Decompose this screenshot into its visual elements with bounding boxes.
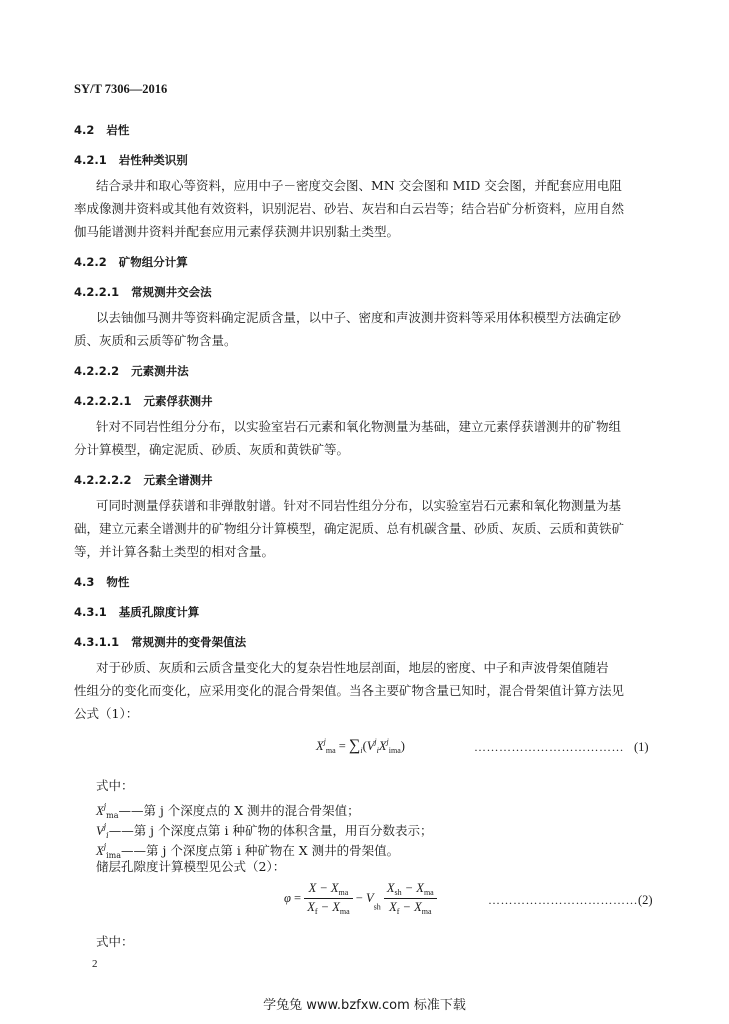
standard-id: SY/T 7306—2016 — [74, 82, 168, 96]
formula-1-leader: ……………………………… — [474, 740, 624, 754]
formula-2-fraction-2: $\frac{X_{sh} - X_{ma}}{X_f - X_{ma}}$ — [384, 881, 437, 916]
footer-watermark: 学兔兔 www.bzfxw.com 标准下载 — [263, 998, 466, 1013]
paragraph-4-2-2-2-2-line-3: 等，并计算各黏土类型的相对含量。 — [74, 544, 275, 559]
heading-4-2: 4.2 岩性 — [74, 123, 130, 137]
formula-2: φ = $\frac{X - X_{ma}}{X_f - X_{ma}}$ − $V_{sh}$ $\frac{X_{sh} - X_{ma}}{X_f - X_{ma}}$ — [284, 881, 437, 916]
formula-2-leader: ……………………………… — [488, 893, 638, 907]
paragraph-4-2-2-2-2-line-2: 础，建立元素全谱测井的矿物组分计算模型，确定泥质、总有机碳含量、砂质、灰质、云质和黄铁矿 — [74, 521, 625, 536]
heading-4-3-1-1: 4.3.1.1 常规测井的变骨架值法 — [74, 635, 247, 649]
paragraph-4-2-2-1-line-1: 以去铀伽马测井等资料确定泥质含量，以中子、密度和声波测井资料等采用体积模型方法确定砂 — [96, 310, 622, 325]
paragraph-4-2-2-2-1-line-1: 针对不同岩性组分分布，以实验室岩石元素和氧化物测量为基础，建立元素俘获谱测井的矿物组 — [96, 419, 622, 434]
paragraph-4-2-1-line-3: 伽马能谱测井资料并配套应用元素俘获测井识别黏土类型。 — [74, 224, 400, 239]
where-label-1: 式中： — [96, 778, 134, 793]
page-number: 2 — [92, 958, 98, 970]
heading-4-2-1: 4.2.1 岩性种类识别 — [74, 153, 188, 167]
heading-4-2-2-2-2: 4.2.2.2.2 元素全谱测井 — [74, 473, 213, 487]
paragraph-4-3-1-1-line-1: 对于砂质、灰质和云质含量变化大的复杂岩性地层剖面，地层的密度、中子和声波骨架值随岩 — [96, 660, 609, 675]
formula-2-intro: 储层孔隙度计算模型见公式（2）： — [96, 859, 286, 874]
paragraph-4-3-1-1-line-2: 性组分的变化而变化，应采用变化的混合骨架值。当各主要矿物含量已知时，混合骨架值计算方法见 — [74, 683, 625, 698]
paragraph-4-2-2-2-2-line-1: 可同时测量俘获谱和非弹散射谱。针对不同岩性组分分布，以实验室岩石元素和氧化物测量为基 — [96, 498, 622, 513]
heading-4-2-2-1: 4.2.2.1 常规测井交会法 — [74, 285, 212, 299]
where-item-2: $V^j_i——$第 j 个深度点第 i 种矿物的体积含量，用百分数表示； — [96, 822, 433, 840]
formula-1: $X^j_{ma} = \sum_i(V^j_iX^j_{ima})$ — [316, 737, 405, 755]
where-item-3: $X^j_{ima}——$第 j 个深度点第 i 种矿物在 X 测井的骨架值。 — [96, 842, 400, 860]
heading-4-2-2: 4.2.2 矿物组分计算 — [74, 255, 188, 269]
heading-4-3: 4.3 物性 — [74, 575, 130, 589]
heading-4-2-2-2: 4.2.2.2 元素测井法 — [74, 364, 189, 378]
formula-1-number: (1) — [634, 740, 649, 754]
formula-2-fraction-1: $\frac{X - X_{ma}}{X_f - X_{ma}}$ — [304, 881, 352, 916]
heading-4-3-1: 4.3.1 基质孔隙度计算 — [74, 605, 200, 619]
where-label-2: 式中： — [96, 934, 134, 949]
where-item-1: $X^j_{ma}——$第 j 个深度点的 X 测井的混合骨架值； — [96, 802, 360, 820]
paragraph-4-2-2-2-1-line-2: 分计算模型，确定泥质、砂质、灰质和黄铁矿等。 — [74, 442, 350, 457]
paragraph-4-2-1-line-2: 率成像测井资料或其他有效资料，识别泥岩、砂岩、灰岩和白云岩等；结合岩矿分析资料，应用自然 — [74, 201, 625, 216]
paragraph-4-2-2-1-line-2: 质、灰质和云质等矿物含量。 — [74, 333, 237, 348]
formula-2-number: (2) — [638, 893, 653, 907]
paragraph-4-3-1-1-line-3: 公式（1）： — [74, 706, 139, 721]
heading-4-2-2-2-1: 4.2.2.2.1 元素俘获测井 — [74, 394, 213, 408]
paragraph-4-2-1-line-1: 结合录井和取心等资料，应用中子－密度交会图、MN 交会图和 MID 交会图，并配套应用电阻 — [96, 178, 622, 193]
